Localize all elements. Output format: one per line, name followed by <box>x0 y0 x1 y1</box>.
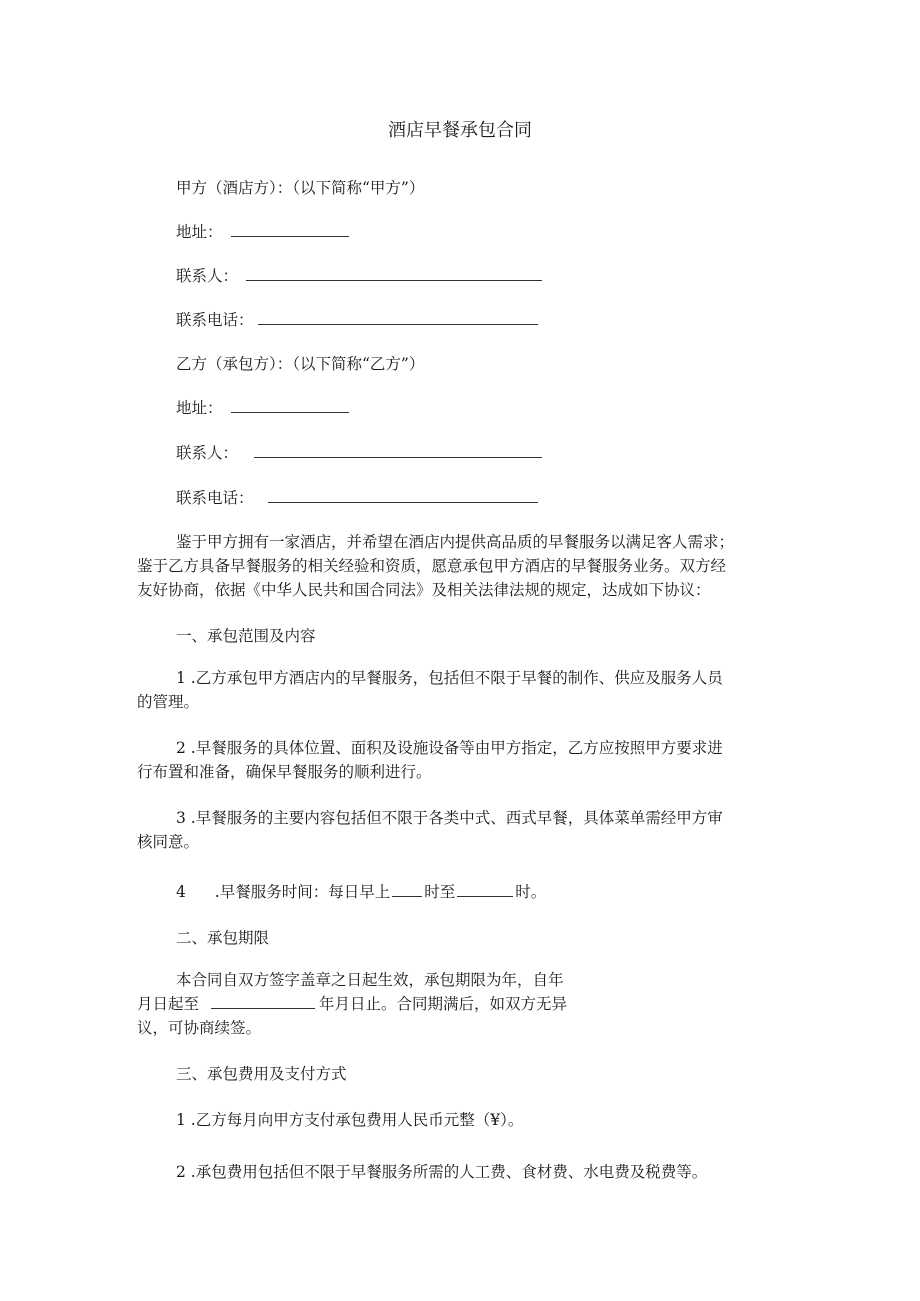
party-a-phone-blank[interactable] <box>258 310 538 325</box>
party-b-phone-blank[interactable] <box>268 488 538 503</box>
section-1-item-1-line-1: 1 .乙方承包甲方酒店内的早餐服务，包括但不限于早餐的制作、供应及服务人员 <box>176 669 723 687</box>
section-1-item-4-text-c: 时。 <box>515 883 547 901</box>
section-1-item-2-line-1: 2 .早餐服务的具体位置、面积及设施设备等由甲方指定，乙方应按照甲方要求进 <box>176 739 723 757</box>
section-2-line-3: 议，可协商续签。 <box>137 1019 262 1037</box>
preamble-line-1: 鉴于甲方拥有一家酒店，并希望在酒店内提供高品质的早餐服务以满足客人需求； <box>176 533 735 551</box>
party-a-phone-row <box>176 310 538 330</box>
contract-title: 酒店早餐承包合同 <box>388 120 532 141</box>
section-2-line-1: 本合同自双方签字盖章之日起生效，承包期限为年，自年 <box>176 971 564 989</box>
section-1-item-2-line-2: 行布置和准备，确保早餐服务的顺利进行。 <box>137 763 432 781</box>
party-b-address-blank[interactable] <box>231 398 349 413</box>
party-b-contact-row <box>176 443 542 463</box>
section-1-item-4-text-a: .早餐服务时间：每日早上 <box>209 883 391 901</box>
party-a-address-label: 地址： <box>176 223 223 241</box>
party-a-address-row <box>176 222 349 242</box>
section-1-heading: 一、承包范围及内容 <box>176 627 316 645</box>
party-a-contact-row <box>176 266 542 286</box>
end-date-blank[interactable] <box>211 994 315 1009</box>
section-3-item-1: 1 .乙方每月向甲方支付承包费用人民币元整（¥）。 <box>176 1111 524 1129</box>
section-1-item-4 <box>176 882 546 902</box>
end-hour-blank[interactable] <box>457 882 513 897</box>
preamble-line-2: 鉴于乙方具备早餐服务的相关经验和资质，愿意承包甲方酒店的早餐服务业务。双方经 <box>137 557 727 575</box>
party-b-contact-label: 联系人： <box>176 444 239 462</box>
section-3-heading: 三、承包费用及支付方式 <box>176 1065 347 1083</box>
party-a-address-blank[interactable] <box>231 222 349 237</box>
party-b-contact-blank[interactable] <box>254 443 542 458</box>
section-1-item-1-line-2: 的管理。 <box>137 693 200 711</box>
section-1-item-4-text-b: 时至 <box>424 883 456 901</box>
party-a-contact-label: 联系人： <box>176 267 239 285</box>
preamble-line-3: 友好协商，依据《中华人民共和国合同法》及相关法律法规的规定，达成如下协议： <box>137 581 711 599</box>
party-a-heading: 甲方（酒店方）：（以下简称“甲方”） <box>176 179 425 197</box>
party-b-address-label: 地址： <box>176 399 223 417</box>
party-a-phone-label: 联系电话： <box>176 311 254 329</box>
section-1-item-4-number: 4 <box>176 883 186 901</box>
section-1-item-3-line-1: 3 .早餐服务的主要内容包括但不限于各类中式、西式早餐，具体菜单需经甲方审 <box>176 809 723 827</box>
section-1-item-3-line-2: 核同意。 <box>137 833 200 851</box>
party-b-heading: 乙方（承包方）：（以下简称“乙方”） <box>176 355 425 373</box>
section-3-item-2: 2 .承包费用包括但不限于早餐服务所需的人工费、食材费、水电费及税费等。 <box>176 1163 708 1181</box>
section-2-heading: 二、承包期限 <box>176 929 270 947</box>
start-hour-blank[interactable] <box>392 882 422 897</box>
party-b-phone-row <box>176 488 538 508</box>
section-2-line-2-text-a: 月日起至 <box>137 995 200 1013</box>
party-b-phone-label: 联系电话： <box>176 489 254 507</box>
section-2-line-2-text-b: 年月日止。合同期满后，如双方无异 <box>319 995 568 1013</box>
section-2-line-2 <box>137 994 567 1014</box>
party-a-contact-blank[interactable] <box>246 266 542 281</box>
party-b-address-row <box>176 398 349 418</box>
